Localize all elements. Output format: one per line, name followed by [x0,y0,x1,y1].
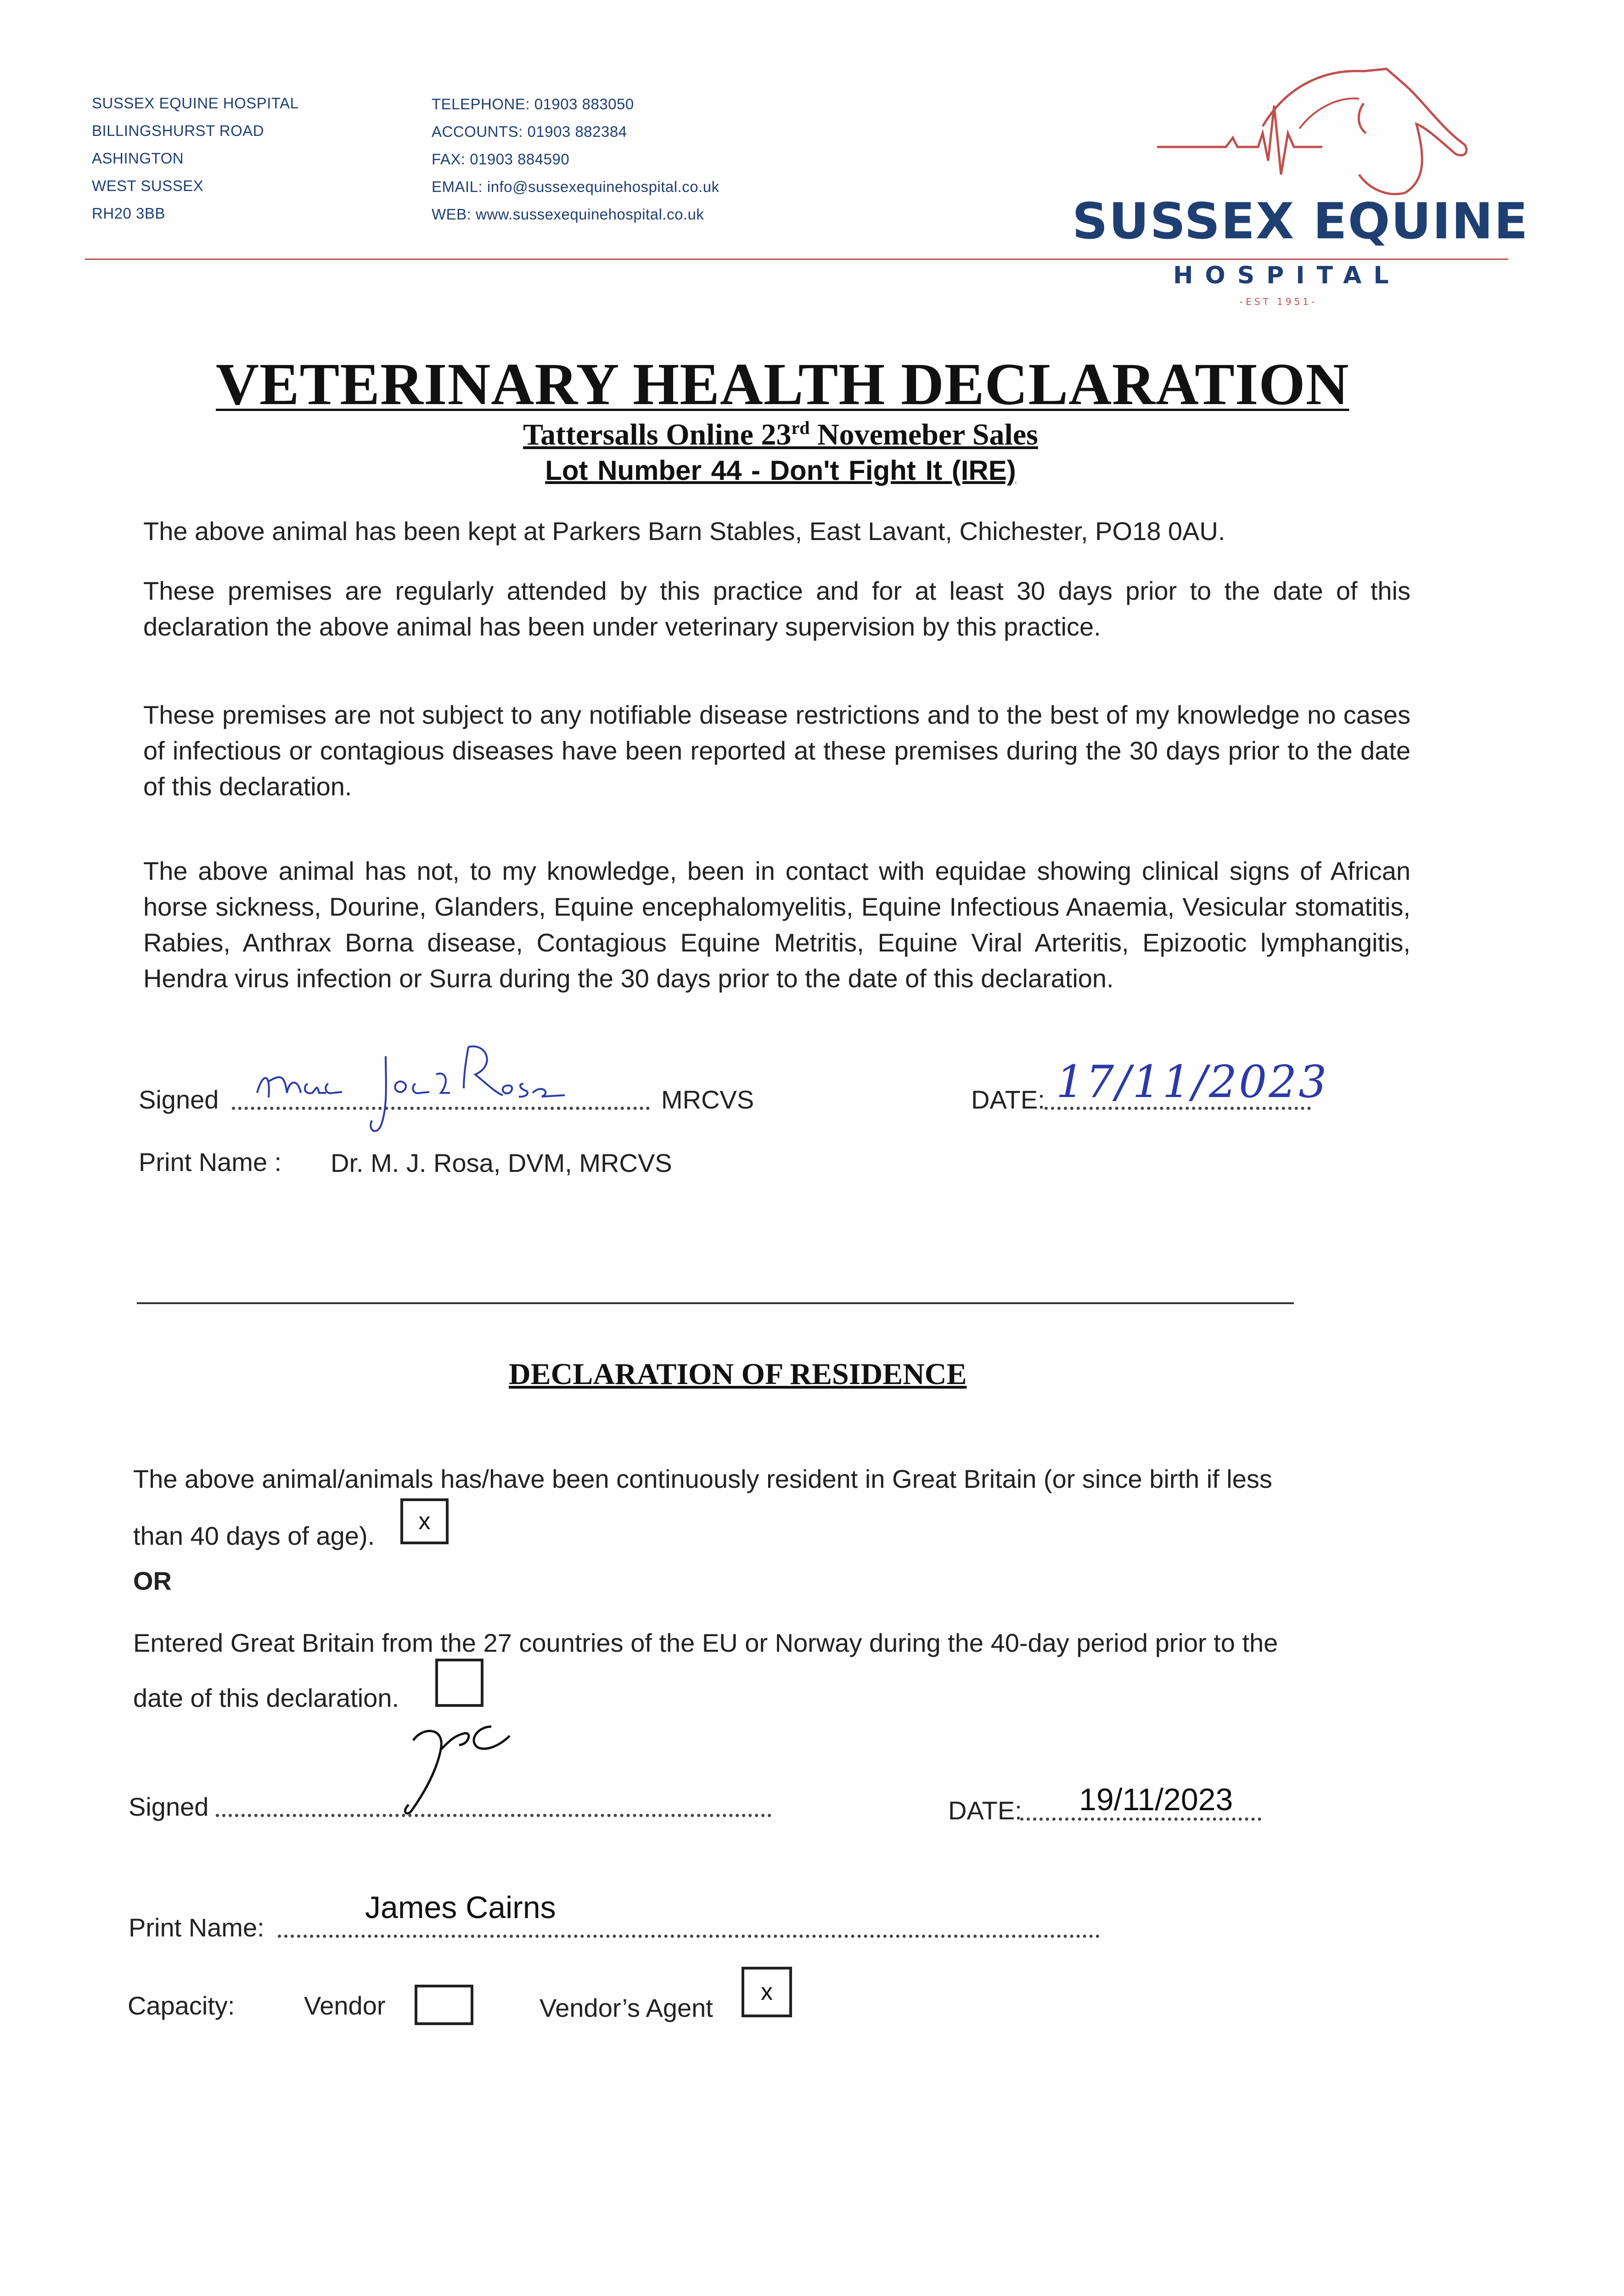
vendor-date-label: DATE: [948,1796,1022,1825]
vendor-signature [395,1708,542,1818]
or-separator: OR [133,1566,172,1595]
vendor-print-name-label: Print Name: [129,1913,264,1942]
address-line: BILLINGSHURST ROAD [92,122,264,139]
logo-subtitle: HOSPITAL [1173,262,1401,289]
address-line: ASHINGTON [92,150,184,167]
address-line: RH20 3BB [92,205,165,222]
vendor-date-line [1020,1818,1261,1821]
logo-established: -EST 1951- [1240,296,1318,307]
vet-print-name: Dr. M. J. Rosa, DVM, MRCVS [331,1148,672,1177]
resident-checkbox[interactable]: x [400,1498,449,1544]
logo-title: SUSSEX EQUINE [1072,193,1529,250]
vet-signed-suffix: MRCVS [661,1085,754,1114]
supervision-paragraph: These premises are regularly attended by this practice and for at least 30 days prior to the date of this declaration the above animal has been under veterinary supervision by this practice. [143,576,1410,641]
residence-option2-line1: Entered Great Britain from the 27 countries of the EU or Norway during the 40-day period prior to the [133,1628,1278,1657]
sale-name-suffix: Novemeber Sales [809,418,1038,451]
hospital-contacts [432,90,719,228]
page-title: VETERINARY HEALTH DECLARATION [216,351,1349,417]
hospital-address [92,90,299,227]
lot-number: Lot Number 44 - Don't Fight It (IRE) [545,455,1016,486]
vendor-print-name-line [278,1935,1100,1938]
contact-email: EMAIL: info@sussexequinehospital.co.uk [432,178,719,195]
contact-telephone: TELEPHONE: 01903 883050 [432,96,634,113]
residence-option1-line1: The above animal/animals has/have been continuously resident in Great Britain (or since birth if less [133,1464,1272,1493]
residence-option2-line2: date of this declaration. [133,1683,399,1712]
vendor-checkbox[interactable] [415,1985,473,2025]
vendor-agent-option-label: Vendor’s Agent [539,1993,713,2022]
restrictions-paragraph: These premises are not subject to any notifiable disease restrictions and to the best of my knowledge no cases of infectious or contagious diseases have been reported at these premises during the 30 days prior to the date of this declaration. [143,700,1410,801]
vet-signature [248,1029,624,1143]
vet-signed-label: Signed [139,1085,219,1114]
address-line: WEST SUSSEX [92,177,204,194]
vet-date-label: DATE: [971,1085,1045,1114]
header-divider [85,259,1508,260]
contact-fax: FAX: 01903 884590 [432,151,570,168]
sale-name-ordinal: rd [791,417,810,438]
contact-accounts: ACCOUNTS: 01903 882384 [432,123,627,140]
sale-name-prefix: Tattersalls Online 23 [523,418,792,451]
section-divider [137,1302,1294,1304]
address-line: SUSSEX EQUINE HOSPITAL [92,95,299,112]
vet-date-handwritten: 17/11/2023 [1056,1056,1329,1108]
contact-diseases-paragraph: The above animal has not, to my knowledge, been in contact with equidae showing clinical signs of African horse sickness, Dourine, Glanders, Equine encephalomyelitis, Equine Infectious Anaemia, Vesicular stomatitis, Rabies, Anthrax Borna disease, Contagious Equine Metritis, Equine Viral Arteritis, Epizootic lymphangitis, Hendra virus infection or Surra during the 30 days prior to the date of this declaration. [143,856,1410,993]
vendor-print-name: James Cairns [365,1890,556,1925]
premises-paragraph: The above animal has been kept at Parkers Barn Stables, East Lavant, Chichester, PO18 0AU. [143,517,1225,546]
vendor-signed-label: Signed [129,1792,209,1821]
entered-gb-checkbox[interactable] [435,1659,483,1707]
vendor-date: 19/11/2023 [1079,1782,1233,1817]
vendor-agent-checkbox[interactable]: x [742,1967,792,2017]
vet-print-name-label: Print Name : [139,1148,282,1176]
contact-web: WEB: www.sussexequinehospital.co.uk [432,206,704,223]
sale-name [0,417,1561,452]
capacity-label: Capacity: [128,1991,235,2020]
vendor-option-label: Vendor [304,1991,386,2020]
residence-title: DECLARATION OF RESIDENCE [509,1357,967,1391]
residence-option1-line2: than 40 days of age). [133,1521,375,1550]
